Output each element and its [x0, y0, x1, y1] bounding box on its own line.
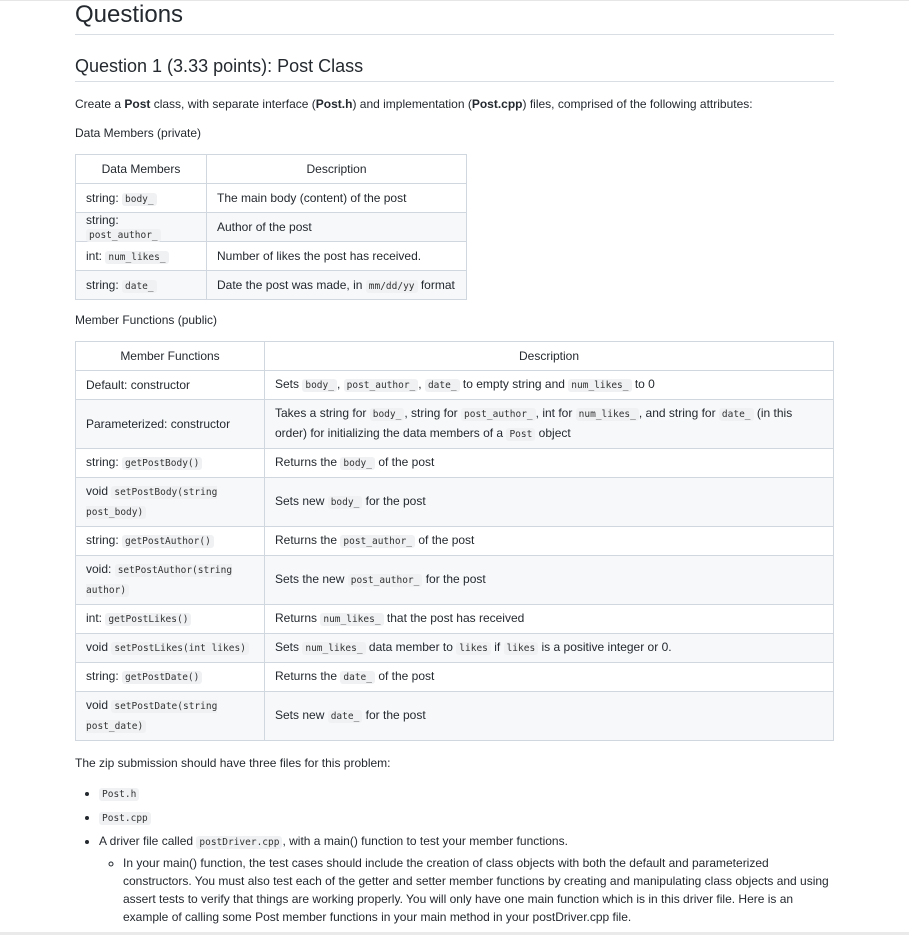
table-row [76, 605, 834, 634]
table-row [76, 184, 467, 213]
description-cell: Sets new body_ for the post [265, 478, 834, 527]
description-cell: Returns num_likes_ that the post has received [265, 605, 834, 634]
question-title: Question 1 (3.33 points): Post Class [75, 55, 834, 82]
function-cell: string: getPostBody() [76, 449, 265, 478]
table-row [76, 692, 834, 741]
impl-file-name: Post.cpp [471, 97, 523, 111]
zip-instructions: The zip submission should have three files for this problem: [75, 756, 391, 770]
member-cell: string: date_ [76, 271, 207, 300]
table-row [76, 556, 834, 605]
function-cell: string: getPostAuthor() [76, 527, 265, 556]
table-row [76, 371, 834, 400]
function-cell: Parameterized: constructor [76, 400, 265, 449]
table-row [76, 213, 467, 242]
dm-header-description: Description [207, 155, 467, 184]
table-row [76, 271, 467, 300]
member-functions-heading: Member Functions (public) [75, 313, 218, 327]
function-cell: string: getPostDate() [76, 663, 265, 692]
list-item: • Post.h [99, 784, 834, 804]
table-row [76, 449, 834, 478]
function-cell: void setPostBody(string post_body) [76, 478, 265, 527]
description-cell: Returns the body_ of the post [265, 449, 834, 478]
document-content [75, 0, 834, 930]
table-row [76, 242, 467, 271]
member-functions-table [75, 341, 834, 741]
table-row [76, 400, 834, 449]
description-cell: Date the post was made, in mm/dd/yy format [207, 271, 467, 300]
mf-header-description: Description [265, 342, 834, 371]
description-cell: The main body (content) of the post [207, 184, 467, 213]
class-name: Post [124, 97, 151, 111]
description-cell: Author of the post [207, 213, 467, 242]
description-cell: Sets the new post_author_ for the post [265, 556, 834, 605]
member-cell: string: post_author_ [76, 213, 207, 242]
page-title: Questions [75, 0, 834, 35]
dm-header-members: Data Members [76, 155, 207, 184]
description-cell: Returns the post_author_ of the post [265, 527, 834, 556]
description-cell: Sets body_ , post_author_ , date_ to empty string and num_likes_ to 0 [265, 371, 834, 400]
function-cell: void: setPostAuthor(string author) [76, 556, 265, 605]
description-cell: Sets num_likes_ data member to likes if likes is a positive integer or 0. [265, 634, 834, 663]
table-row [76, 478, 834, 527]
description-cell: Returns the date_ of the post [265, 663, 834, 692]
file-list [75, 784, 834, 926]
function-cell: Default: constructor [76, 371, 265, 400]
data-members-heading: Data Members (private) [75, 126, 202, 140]
table-row [76, 634, 834, 663]
table-row [76, 527, 834, 556]
intro-paragraph: Create a Post class, with separate interface (Post.h) and implementation (Post.cpp) files, comprised of the following attributes: [75, 97, 753, 111]
function-cell: void setPostDate(string post_date) [76, 692, 265, 741]
list-item: ◦ In your main() function, the test cases should include the creation of class objects with both the default and parameterized constructors. You must also test each of the getter and setter member functions by creating and manipulating class objects and using assert tests to verify that things are working properly. You will only have one main function which is in this driver file. Here is an example of calling some Post member functions in your main method in your postDriver.cpp file. [123, 854, 834, 926]
data-members-table [75, 154, 467, 300]
description-cell: Number of likes the post has received. [207, 242, 467, 271]
table-row [76, 663, 834, 692]
member-cell: string: body_ [76, 184, 207, 213]
function-cell: int: getPostLikes() [76, 605, 265, 634]
member-cell: int: num_likes_ [76, 242, 207, 271]
function-cell: void setPostLikes(int likes) [76, 634, 265, 663]
description-cell: Sets new date_ for the post [265, 692, 834, 741]
description-cell: Takes a string for body_ , string for post_author_ , int for num_likes_ , and string for date_ (in this order) for initializing the data members of a Post object [265, 400, 834, 449]
list-item: • Post.cpp [99, 808, 834, 828]
list-item: • A driver file called postDriver.cpp , with a main() function to test your member functions. ◦ In your main() function, the test cases should include the creation of class objects with both the default and parameterized constructors. You must also test each of the getter and setter member functions by creating and manipulating class objects and using assert tests to verify that things are working properly. You will only have one main function which is in this driver file. Here is an example of calling some Post member functions in your main method in your postDriver.cpp file. [99, 832, 834, 926]
header-file-name: Post.h [315, 97, 353, 111]
mf-header-functions: Member Functions [76, 342, 265, 371]
